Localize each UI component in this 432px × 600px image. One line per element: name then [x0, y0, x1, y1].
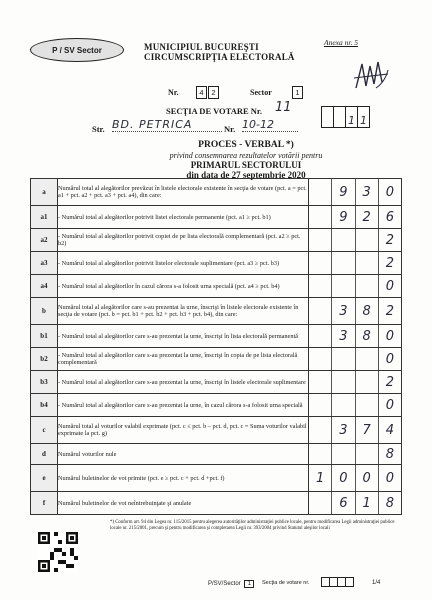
digit-box-group	[309, 417, 401, 443]
row-value-boxes	[309, 206, 402, 229]
row-value-boxes	[309, 492, 402, 515]
handwritten-digit: 9	[331, 206, 354, 228]
handwritten-digit: 0	[378, 179, 401, 205]
handwritten-digit: 0	[378, 465, 401, 491]
row-value-boxes	[309, 229, 402, 252]
sectia-title: SECŢIA DE VOTARE Nr.	[166, 106, 263, 116]
handwritten-digit: 1	[315, 470, 325, 486]
handwritten-digit: 2	[378, 371, 401, 393]
handwritten-digit	[355, 371, 378, 393]
handwritten-digit	[309, 298, 331, 324]
row-description: Numărul voturilor nule	[58, 444, 309, 465]
street-number-value: 10-12	[242, 118, 298, 132]
table-row	[31, 275, 402, 298]
handwritten-digit: 3	[331, 325, 354, 347]
row-code: c	[31, 417, 58, 444]
row-code: b3	[31, 371, 58, 394]
handwritten-digit: 0	[378, 348, 401, 370]
handwritten-digit: 0	[378, 275, 401, 297]
row-value-boxes	[309, 325, 402, 348]
handwritten-digit	[331, 371, 354, 393]
proces-verbal-title: PROCES - VERBAL *)	[198, 140, 294, 150]
handwritten-digit	[355, 229, 378, 251]
handwritten-digit	[331, 348, 354, 370]
handwritten-digit	[309, 444, 331, 464]
row-code: e	[31, 465, 58, 492]
handwritten-digit	[331, 229, 354, 251]
handwritten-digit	[331, 444, 354, 464]
handwritten-digit: 0	[378, 325, 401, 347]
digit-box-group	[309, 348, 401, 370]
results-table-body	[31, 179, 402, 515]
handwritten-digit: 2	[378, 229, 401, 251]
table-row	[31, 465, 402, 492]
handwritten-digit	[355, 252, 378, 274]
footer-sector-box: 1	[244, 580, 254, 588]
row-value-boxes	[309, 394, 402, 417]
street-label: Str.	[92, 124, 105, 134]
handwritten-digit	[309, 371, 331, 393]
sector-label: Sector	[250, 88, 272, 97]
page-number: 1/4	[372, 580, 381, 586]
handwritten-digit	[355, 275, 378, 297]
handwritten-digit	[355, 444, 378, 464]
primarul-title: PRIMARUL SECTORULUI	[190, 160, 302, 170]
street-number-label: Nr.	[224, 124, 236, 134]
row-description: - Numărul total al alegătorilor potrivit listei electorale permanente (pct. a1 ≥ pct. b1)	[58, 206, 309, 229]
table-row	[31, 394, 402, 417]
digit-box-group	[309, 298, 401, 324]
row-description: Numărul total al alegătorilor care s-au prezentat la urne, înscrişi în listele electorale existente în secţia de votare (pct. b = pct. b1 + pct. b2 + pct. b3 + pct. b4), din care:	[58, 298, 309, 325]
table-row	[31, 252, 402, 275]
legal-footnote: *) Conform art. 94 din Legea nr. 115/2015 pentru alegerea autorităţilor administraţiei publice locale, pentru modificarea Legii administraţiei publice locale nr. 215/2001, precum şi pentru modificarea şi completarea Legii nr. 393/2004 privind Statutul aleşilor locali	[110, 520, 395, 531]
row-code: a4	[31, 275, 58, 298]
row-description: - Numărul total al alegătorilor care s-au prezentat la urne, înscrişi în listele electorale suplimentare	[58, 371, 309, 394]
handwritten-digit	[309, 348, 331, 370]
table-row	[31, 417, 402, 444]
digit-box-group	[309, 492, 401, 514]
handwritten-digit: 7	[355, 417, 378, 443]
row-code: a2	[31, 229, 58, 252]
handwritten-digit	[331, 394, 354, 416]
sectia-digit-box: 1	[345, 106, 358, 128]
handwritten-digit: 8	[378, 444, 401, 464]
handwritten-digit	[309, 206, 331, 228]
row-description: - Numărul total al alegătorilor care s-au prezentat la urne, înscrişi în lista electorală permanentă	[58, 325, 309, 348]
handwritten-digit	[309, 492, 331, 514]
street-value: BD. PETRICA	[112, 118, 222, 132]
footer-sectia-boxes	[322, 577, 354, 587]
row-value-boxes	[309, 465, 402, 492]
row-description: - Numărul total al alegătorilor care s-au prezentat la urne, în cazul cărora s-a folosit urna specială	[58, 394, 309, 417]
sectia-handwritten-number: 11	[275, 100, 292, 115]
row-value-boxes	[309, 298, 402, 325]
digit-box-group	[309, 252, 401, 274]
digit-box-group	[309, 444, 401, 464]
handwritten-digit: 3	[331, 417, 354, 443]
municipiu-line2: CIRCUMSCRIPŢIA ELECTORALĂ	[144, 52, 295, 62]
row-description: Numărul buletinelor de vot neîntrebuinţate şi anulate	[58, 492, 309, 515]
row-code: a	[31, 179, 58, 206]
row-code: b1	[31, 325, 58, 348]
row-description: - Numărul total al alegătorilor care s-au prezentat la urne, înscrişi în copia de pe lista electorală complementară	[58, 348, 309, 371]
handwritten-digit: 3	[331, 298, 354, 324]
sector-digit-box: 1	[292, 86, 303, 99]
digit-box-group	[309, 394, 401, 416]
row-value-boxes	[309, 444, 402, 465]
qr-code	[38, 532, 78, 572]
handwritten-digit	[309, 325, 331, 347]
table-row	[31, 179, 402, 206]
handwritten-digit	[309, 275, 331, 297]
election-date: din data de 27 septembrie 2020	[186, 170, 306, 180]
table-row	[31, 206, 402, 229]
row-description: - Numărul total al alegătorilor potrivit listelor electorale suplimentare (pct. a3 ≥ pct. b3)	[58, 252, 309, 275]
handwritten-digit	[309, 229, 331, 251]
digit-box-group	[309, 371, 401, 393]
handwritten-digit	[355, 348, 378, 370]
municipiu-line1: MUNICIPIUL BUCUREŞTI	[144, 42, 259, 52]
row-code: b4	[31, 394, 58, 417]
table-row	[31, 229, 402, 252]
nr-digit-box: 2	[208, 86, 219, 99]
sectia-digit-box: 1	[357, 106, 370, 128]
digit-box-group	[309, 206, 401, 228]
handwritten-digit: 2	[355, 206, 378, 228]
row-value-boxes	[309, 348, 402, 371]
handwritten-digit: 3	[355, 179, 378, 205]
row-code: f	[31, 492, 58, 515]
handwritten-digit: 4	[378, 417, 401, 443]
table-row	[31, 325, 402, 348]
signature-mark	[352, 58, 392, 94]
proces-verbal-subtitle: privind consemnarea rezultatelor votării pentru	[169, 151, 323, 160]
row-code: b	[31, 298, 58, 325]
handwritten-digit: 0	[331, 465, 354, 491]
digit-box-group	[309, 275, 401, 297]
table-row	[31, 348, 402, 371]
handwritten-digit	[309, 394, 331, 416]
handwritten-digit	[309, 179, 331, 205]
table-row	[31, 371, 402, 394]
digit-box-group	[309, 179, 401, 205]
row-code: a3	[31, 252, 58, 275]
row-code: d	[31, 444, 58, 465]
row-value-boxes	[309, 179, 402, 206]
digit-box-group	[309, 229, 401, 251]
document-titles	[0, 140, 432, 180]
row-value-boxes	[309, 371, 402, 394]
footer-digit-box	[345, 577, 354, 587]
sectia-number-boxes	[322, 106, 370, 128]
row-code: a1	[31, 206, 58, 229]
handwritten-digit: 2	[378, 298, 401, 324]
handwritten-digit: 0	[378, 394, 401, 416]
handwritten-digit: 8	[355, 298, 378, 324]
handwritten-digit: 6	[331, 492, 354, 514]
handwritten-digit	[355, 394, 378, 416]
row-description: - Numărul total al alegătorilor în cazul cărora s-a folosit urna specială (pct. a4 ≥ pct. b4)	[58, 275, 309, 298]
results-table	[30, 178, 402, 515]
handwritten-digit: 2	[378, 252, 401, 274]
footer-sector-label	[208, 580, 254, 588]
handwritten-digit: 8	[378, 492, 401, 514]
handwritten-digit: 9	[331, 179, 354, 205]
nr-digit-box: 4	[196, 86, 207, 99]
handwritten-digit: 1	[355, 492, 378, 514]
anexa-label: Anexa nr. 5	[324, 38, 358, 47]
footer-sectia-label: Secţia de votare nr.	[262, 580, 310, 586]
nr-label: Nr.	[168, 88, 179, 97]
digit-box-group	[309, 325, 401, 347]
handwritten-digit	[309, 417, 331, 443]
table-row	[31, 444, 402, 465]
handwritten-digit: 8	[355, 325, 378, 347]
row-description: Numărul buletinelor de vot primite (pct. e ≥ pct. c + pct. d +pct. f)	[58, 465, 309, 492]
handwritten-digit	[331, 275, 354, 297]
handwritten-digit: 0	[355, 465, 378, 491]
municipiu-heading	[144, 42, 295, 62]
row-code: b2	[31, 348, 58, 371]
handwritten-digit	[331, 252, 354, 274]
handwritten-digit: 6	[378, 206, 401, 228]
row-description: Numărul total al voturilor valabil exprimate (pct. c ≤ pct. b – pct. d, pct. c = Suma voturilor valabil exprimate la pct. g)	[58, 417, 309, 444]
table-row	[31, 492, 402, 515]
digit-box-group	[309, 465, 401, 491]
footer-label-text: P/SV/Sector	[208, 581, 241, 587]
row-value-boxes	[309, 252, 402, 275]
row-description: - Numărul total al alegătorilor potrivit copiei de pe lista electorală complementară (pct. a2 ≥ pct. b2)	[58, 229, 309, 252]
sector-oval-label: P / SV Sector	[30, 38, 124, 62]
table-row	[31, 298, 402, 325]
handwritten-digit	[309, 252, 331, 274]
row-value-boxes	[309, 275, 402, 298]
row-description: Numărul total al alegătorilor prevăzut în listele electorale existente în secţia de votare (pct. a = pct. a1 + pct. a2 + pct. a3 + pct. a4), din care:	[58, 179, 309, 206]
row-value-boxes	[309, 417, 402, 444]
